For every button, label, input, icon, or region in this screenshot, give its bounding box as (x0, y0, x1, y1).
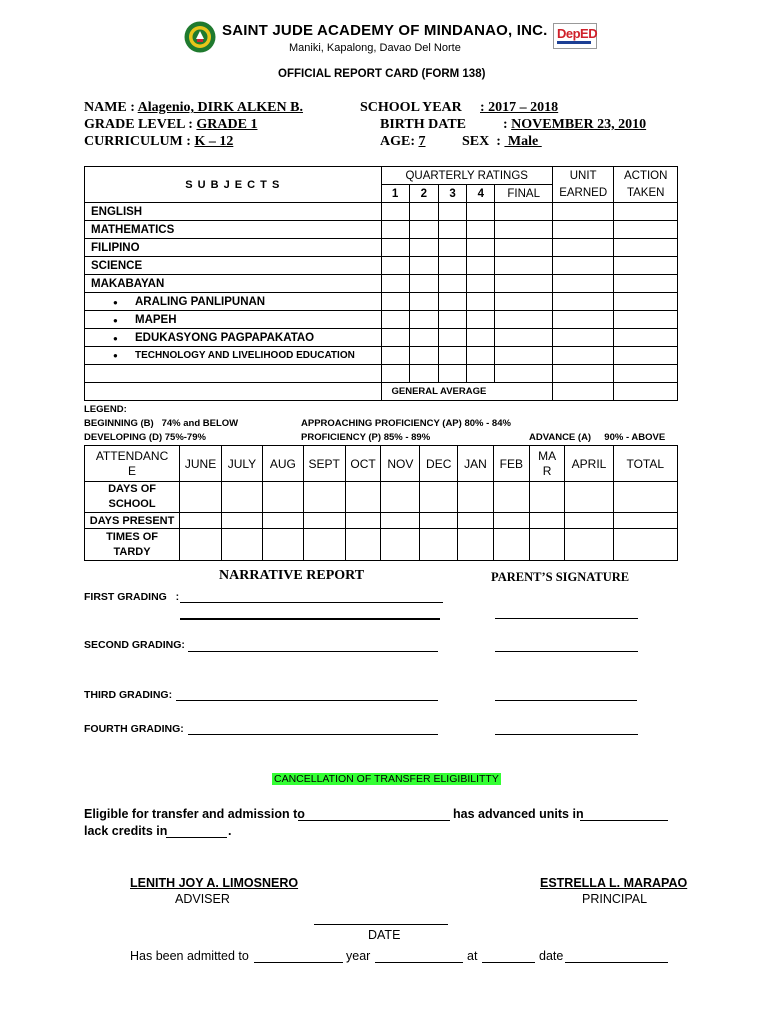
at-line[interactable] (482, 962, 535, 963)
table-row (85, 203, 678, 221)
sub-subject-ep (85, 329, 382, 347)
month-april: APRIL (565, 446, 613, 482)
age-row (380, 134, 426, 150)
month-nov: NOV (381, 446, 420, 482)
narrative-title: NARRATIVE REPORT (219, 568, 365, 583)
subject-english: ENGLISH (85, 203, 382, 221)
grade-value: GRADE 1 (196, 117, 258, 132)
month-mar (529, 446, 565, 482)
school-name: SAINT JUDE ACADEMY OF MINDANAO, INC. (222, 22, 548, 39)
month-aug: AUG (262, 446, 303, 482)
table-row (85, 529, 678, 561)
q1-header: 1 (381, 185, 409, 203)
legend-proficiency: PROFICIENCY (P) 85% - 89% (301, 432, 431, 443)
birth-date-row: : NOVEMBER 23, 2010 (503, 117, 647, 132)
parent-signature-title: PARENT’S SIGNATURE (491, 570, 630, 584)
table-row (85, 365, 678, 383)
adviser-name: LENITH JOY A. LIMOSNERO (130, 876, 299, 890)
eligible-text: Eligible for transfer and admission to (84, 807, 305, 821)
name-value: Alagenio, DIRK ALKEN B. (137, 100, 303, 115)
action-taken-header-2: TAKEN (614, 185, 678, 203)
birth-date-label: BIRTH DATE (380, 117, 466, 132)
month-feb: FEB (493, 446, 529, 482)
times-of-tardy-label (85, 529, 180, 561)
fourth-grading-label: FOURTH GRADING: (84, 723, 184, 735)
date-text: date (539, 949, 564, 963)
month-mar-line1: MA (538, 448, 557, 463)
sub-subject-mapeh (85, 311, 382, 329)
report-title: OFFICIAL REPORT CARD (FORM 138) (278, 68, 486, 80)
school-address: Maniki, Kapalong, Davao Del Norte (289, 42, 461, 54)
second-signature-line[interactable] (495, 651, 638, 652)
table-row (85, 311, 678, 329)
lack-credits-period: . (228, 824, 232, 838)
legend-approaching: APPROACHING PROFICIENCY (AP) 80% - 84% (301, 418, 511, 429)
table-row (85, 275, 678, 293)
attendance-table (84, 445, 678, 561)
quarterly-ratings-header: QUARTERLY RATINGS (381, 167, 552, 185)
advanced-units-text: has advanced units in (453, 807, 584, 821)
bullet-icon: ● (113, 333, 118, 343)
year-text: year (346, 949, 371, 963)
subject-mathematics: MATHEMATICS (85, 221, 382, 239)
action-taken-header-1: ACTION (614, 167, 678, 185)
legend-advance: ADVANCE (A) 90% - ABOVE (529, 432, 666, 443)
subjects-header: S U B J E C T S (85, 167, 382, 203)
principal-role: PRINCIPAL (582, 892, 648, 906)
q4-header: 4 (467, 185, 495, 203)
total-header: TOTAL (613, 446, 677, 482)
days-of-school-line1: DAYS OF (108, 483, 156, 495)
sub-subject-label: ARALING PANLIPUNAN (135, 295, 266, 308)
third-grading-line[interactable] (176, 700, 438, 701)
table-row (85, 239, 678, 257)
sub-subject-tle (85, 347, 382, 365)
school-seal-icon (184, 21, 216, 53)
sub-subject-label: TECHNOLOGY AND LIVELIHOOD EDUCATION (135, 350, 355, 361)
school-logo (184, 21, 216, 53)
sub-subject-label: EDUKASYONG PAGPAPAKATAO (135, 331, 315, 344)
month-oct: OCT (345, 446, 381, 482)
days-of-school-line2: SCHOOL (108, 498, 156, 510)
sub-subject-ap (85, 293, 382, 311)
fourth-signature-line[interactable] (495, 734, 638, 735)
unit-earned-header-1: UNIT (552, 167, 614, 185)
table-row (85, 293, 678, 311)
subject-science: SCIENCE (85, 257, 382, 275)
month-sept: SEPT (303, 446, 345, 482)
q2-header: 2 (409, 185, 438, 203)
lack-credits-line[interactable] (166, 837, 227, 838)
month-mar-line2: R (542, 463, 552, 478)
first-grading-label: FIRST GRADING : (84, 591, 180, 603)
subject-makabayan: MAKABAYAN (85, 275, 382, 293)
bullet-icon: ● (113, 351, 118, 360)
general-average-label: GENERAL AVERAGE (381, 383, 552, 401)
age-value: 7 (418, 134, 426, 149)
year-line[interactable] (375, 962, 463, 963)
sex-value: Male (504, 134, 542, 149)
sex-row (462, 134, 542, 150)
second-grading-line[interactable] (188, 651, 438, 652)
first-grading-line-2[interactable] (180, 618, 440, 620)
month-dec: DEC (420, 446, 458, 482)
table-row (85, 257, 678, 275)
attendance-header-line1: ATTENDANC (95, 448, 169, 463)
transfer-school-line[interactable] (298, 820, 450, 821)
date-line[interactable] (314, 924, 448, 925)
grade-row (84, 117, 257, 133)
table-row (85, 329, 678, 347)
table-row (85, 221, 678, 239)
third-signature-line[interactable] (495, 700, 637, 701)
table-row (85, 513, 678, 529)
subject-filipino: FILIPINO (85, 239, 382, 257)
table-row (85, 482, 678, 513)
attendance-header (85, 446, 180, 482)
legend-beginning: BEGINNING (B) 74% and BELOW (84, 418, 239, 429)
month-june: JUNE (180, 446, 222, 482)
school-year-label: SCHOOL YEAR (360, 100, 462, 115)
q3-header: 3 (438, 185, 466, 203)
legend-title: LEGEND: (84, 404, 127, 415)
school-year-value: : 2017 – 2018 (480, 100, 559, 115)
deped-logo-text: DepED (557, 26, 598, 41)
deped-logo (553, 23, 597, 49)
table-row (85, 347, 678, 365)
deped-logo-bar (557, 41, 591, 44)
second-grading-label: SECOND GRADING: (84, 639, 185, 651)
adviser-role: ADVISER (175, 892, 230, 906)
name-label: NAME : (84, 100, 138, 115)
days-of-school-label (85, 482, 180, 513)
legend-developing: DEVELOPING (D) 75%-79% (84, 432, 206, 443)
advanced-units-line[interactable] (580, 820, 668, 821)
final-header: FINAL (495, 185, 552, 203)
bullet-icon: ● (113, 315, 118, 325)
cancellation-label: CANCELLATION OF TRANSFER ELIGIBILITTY (274, 773, 499, 785)
curriculum-row (84, 134, 233, 150)
lack-credits-text: lack credits in (84, 824, 168, 838)
times-of-tardy-line1: TIMES OF (106, 530, 159, 543)
admitted-to-line[interactable] (254, 962, 343, 963)
admission-date-line[interactable] (565, 962, 668, 963)
third-grading-label: THIRD GRADING: (84, 689, 173, 701)
general-average-row (85, 383, 678, 401)
days-present-label: DAYS PRESENT (85, 513, 180, 529)
unit-earned-header-2: EARNED (552, 185, 614, 203)
age-label: AGE: (380, 134, 419, 149)
sub-subject-label: MAPEH (135, 313, 177, 326)
fourth-grading-line[interactable] (188, 734, 438, 735)
first-signature-line[interactable] (495, 618, 638, 619)
at-text: at (467, 949, 478, 963)
month-july: JULY (221, 446, 262, 482)
curriculum-value: K – 12 (194, 134, 234, 149)
sex-label: SEX : (462, 134, 505, 149)
curriculum-label: CURRICULUM : (84, 134, 195, 149)
grade-label: GRADE LEVEL : (84, 117, 197, 132)
name-row (84, 100, 303, 116)
attendance-header-line2: E (128, 463, 137, 478)
date-label: DATE (368, 928, 401, 942)
principal-name: ESTRELLA L. MARAPAO (540, 876, 688, 890)
bullet-icon: ● (113, 297, 118, 307)
first-grading-line[interactable] (180, 602, 443, 603)
grades-table (84, 166, 678, 401)
birth-date-value: NOVEMBER 23, 2010 (511, 117, 647, 132)
times-of-tardy-line2: TARDY (113, 545, 151, 558)
month-jan: JAN (458, 446, 494, 482)
admitted-text: Has been admitted to (130, 949, 249, 963)
